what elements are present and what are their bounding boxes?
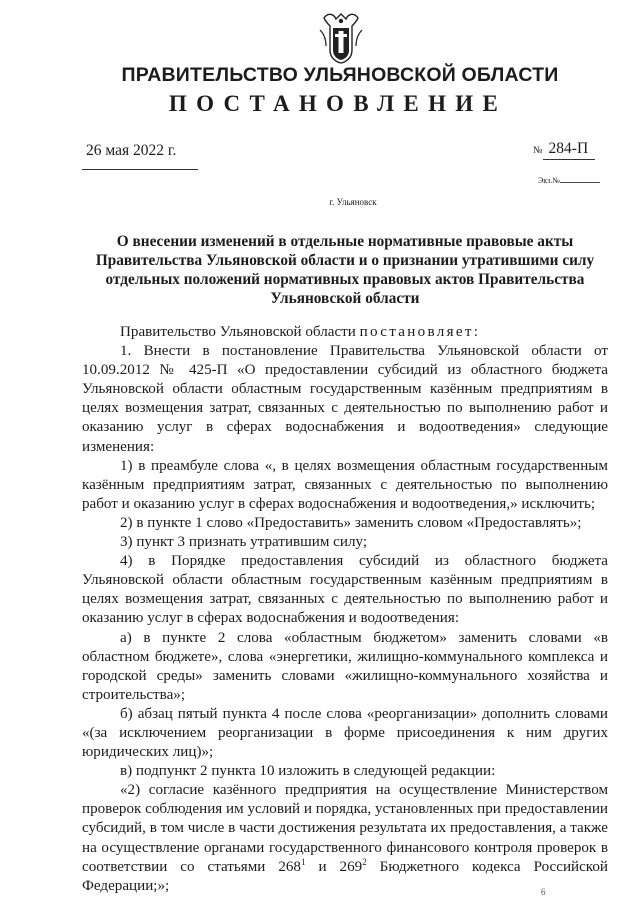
decree-word: постановляет:	[359, 324, 481, 340]
paragraph: 1) в преамбуле слова «, в целях возмещения областным государственным казённым предприятиям затрат, связанных с деятельностью по выполнению работ и оказанию услуг в сферах водоснабжения и водоотведения,» исключить;	[82, 457, 608, 512]
superscript: 2	[362, 856, 367, 867]
document-type: ПОСТАНОВЛЕНИЕ	[168, 91, 508, 116]
paragraph: в) подпункт 2 пункта 10 изложить в следующей редакции:	[120, 763, 496, 780]
paragraph-text: и 269	[305, 858, 363, 875]
paragraph	[82, 323, 608, 342]
paragraph-text: «2) согласие казённого предприятия на осуществление Министерством проверок соблюдения им условий и порядка, установленных при предоставлении субсидий, в том числе в части достижения результата их предоставления, а также на осуществление органами государственного финансового контроля проверок в соответствии со статьями 268	[82, 782, 608, 875]
copy-label: Экз.№	[538, 176, 560, 185]
number-value: 284-П	[543, 140, 595, 160]
city: г. Ульяновск	[329, 197, 377, 207]
copy-underline	[560, 176, 600, 183]
superscript: 1	[300, 856, 306, 867]
copy-number	[538, 176, 600, 185]
number-sign: №	[533, 145, 543, 156]
coat-of-arms-icon	[318, 10, 364, 64]
document-body	[82, 323, 608, 896]
paragraph: б) абзац пятый пункта 4 после слова «реорганизации» дополнить словами «(за исключением реорганизации в форме присоединения к ним других юридических лиц)»;	[82, 705, 608, 761]
paragraph: а) в пункте 2 слова «областным бюджетом» заменить словами «в областном бюджете», слова «энергетики, жилищно-коммунального комплекса и городской среды» заменить словами «жилищно-коммунального хозяйства и строительства»;	[82, 629, 608, 703]
paragraph: 4) в Порядке предоставления субсидий из областного бюджета Ульяновской области областным государственным казённым предприятиям в целях возмещения затрат, связанных с деятельностью по выполнению работ и оказанию услуг в сферах водоснабжения и водоотведения:	[82, 553, 608, 627]
page-mark: 6	[541, 887, 546, 897]
document-number	[533, 140, 595, 160]
paragraph: 3) пункт 3 признать утратившим силу;	[120, 534, 368, 551]
paragraph: 1. Внести в постановление Правительства Ульяновской области от 10.09.2012 № 425-П «О предоставлении субсидий из областного бюджета Ульяновской области областным государственным казённым предприятиям в целях возмещения затрат, связанных с деятельностью по выполнению работ и оказанию услуг в сферах водоснабжения и водоотведения» следующие изменения:	[82, 343, 608, 455]
paragraph-text: Правительство Ульяновской области	[120, 324, 356, 340]
paragraph-text: Бюджетного кодекса Российской Федерации;»;	[82, 858, 609, 894]
document-date: 26 мая 2022 г.	[86, 142, 177, 159]
document-heading: О внесении изменений в отдельные нормативные правовые акты Правительства Ульяновской области и о признании утратившими силу отдельных положений нормативных правовых актов Правительства Ульяновской области	[95, 233, 595, 307]
date-underline	[82, 169, 198, 170]
paragraph: 2) в пункте 1 слово «Предоставить» заменить словом «Предоставлять»;	[120, 514, 582, 531]
government-name: ПРАВИТЕЛЬСТВО УЛЬЯНОВСКОЙ ОБЛАСТИ	[121, 64, 559, 86]
paragraph	[82, 781, 608, 896]
